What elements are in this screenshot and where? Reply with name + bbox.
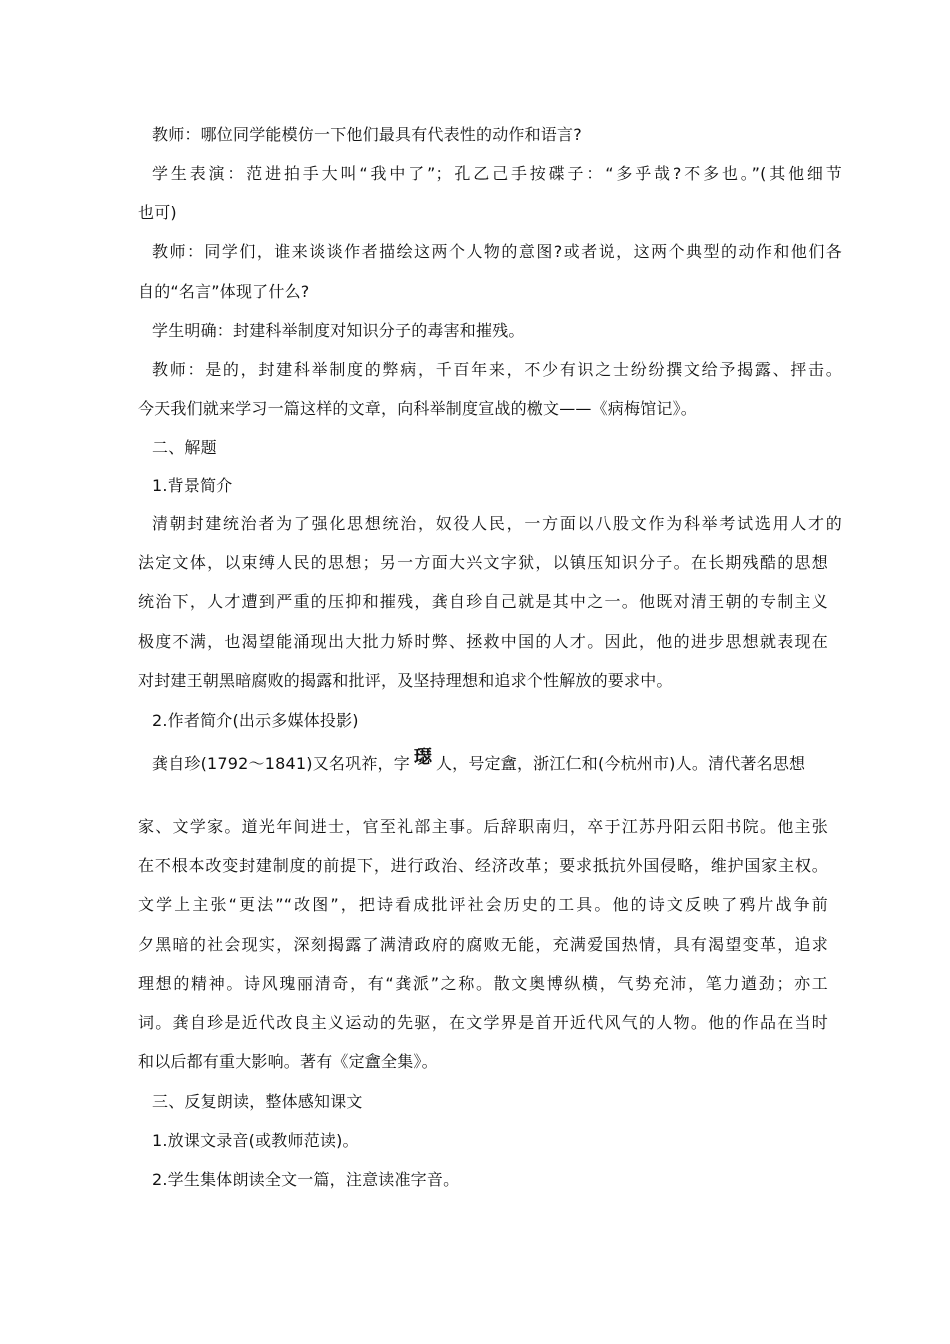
paragraph-line: 学生表演：范进拍手大叫“我中了”；孔乙己手按碟子：“多乎哉?不多也。”(其他细节 xyxy=(152,164,842,183)
subsection-heading: 1.背景简介 xyxy=(152,476,233,495)
list-item: 2.学生集体朗读全文一篇，注意读准字音。 xyxy=(152,1170,460,1189)
paragraph-line: 教师：是的，封建科举制度的弊病，千百年来，不少有识之士纷纷撰文给予揭露、抨击。 xyxy=(152,360,842,379)
paragraph-line: 自的“名言”体现了什么? xyxy=(138,282,310,301)
author-intro-line xyxy=(152,747,842,778)
paragraph-line: 教师：同学们，谁来谈谈作者描绘这两个人物的意图?或者说，这两个典型的动作和他们各 xyxy=(152,242,842,261)
paragraph-line: 理想的精神。诗风瑰丽清奇，有“龚派”之称。散文奥博纵横，气势充沛，笔力遒劲；亦工 xyxy=(138,974,828,993)
paragraph-line: 词。龚自珍是近代改良主义运动的先驱，在文学界是首开近代风气的人物。他的作品在当时 xyxy=(138,1013,828,1032)
paragraph-line: 夕黑暗的社会现实，深刻揭露了满清政府的腐败无能，充满爱国热情，具有渴望变革，追求 xyxy=(138,935,828,954)
section-heading: 三、反复朗读，整体感知课文 xyxy=(152,1092,363,1111)
section-heading: 二、解题 xyxy=(152,438,217,457)
author-intro-text: 龚自珍(1792～1841)又名巩祚，字 xyxy=(152,754,410,773)
paragraph-line: 法定文体，以束缚人民的思想；另一方面大兴文字狱，以镇压知识分子。在长期残酷的思想 xyxy=(138,553,828,572)
paragraph-line: 在不根本改变封建制度的前提下，进行政治、经济改革；要求抵抗外国侵略，维护国家主权。 xyxy=(138,856,828,875)
paragraph-line: 学生明确：封建科举制度对知识分子的毒害和摧残。 xyxy=(152,321,525,340)
author-intro-text: 人，号定盦，浙江仁和(今杭州市)人。清代著名思想 xyxy=(435,754,806,773)
paragraph-line: 清朝封建统治者为了强化思想统治，奴役人民，一方面以八股文作为科举考试选用人才的 xyxy=(152,514,842,533)
rare-character: 璱 xyxy=(413,747,433,768)
paragraph-line: 今天我们就来学习一篇这样的文章，向科举制度宣战的檄文——《病梅馆记》。 xyxy=(138,399,698,418)
list-item: 1.放课文录音(或教师范读)。 xyxy=(152,1131,359,1150)
paragraph-line: 统治下，人才遭到严重的压抑和摧残，龚自珍自己就是其中之一。他既对清王朝的专制主义 xyxy=(138,592,828,611)
paragraph-line: 和以后都有重大影响。著有《定盦全集》。 xyxy=(138,1052,438,1071)
subsection-heading: 2.作者简介(出示多媒体投影) xyxy=(152,711,359,730)
paragraph-line: 教师：哪位同学能模仿一下他们最具有代表性的动作和语言? xyxy=(152,125,582,144)
paragraph-line: 对封建王朝黑暗腐败的揭露和批评，及坚持理想和追求个性解放的要求中。 xyxy=(138,671,673,690)
paragraph-line: 也可) xyxy=(138,203,177,222)
paragraph-line: 家、文学家。道光年间进士，官至礼部主事。后辞职南归，卒于江苏丹阳云阳书院。他主张 xyxy=(138,817,828,836)
paragraph-line: 极度不满，也渴望能涌现出大批力矫时弊、拯救中国的人才。因此，他的进步思想就表现在 xyxy=(138,632,828,651)
paragraph-line: 文学上主张“更法”“改图”，把诗看成批评社会历史的工具。他的诗文反映了鸦片战争前 xyxy=(138,895,828,914)
